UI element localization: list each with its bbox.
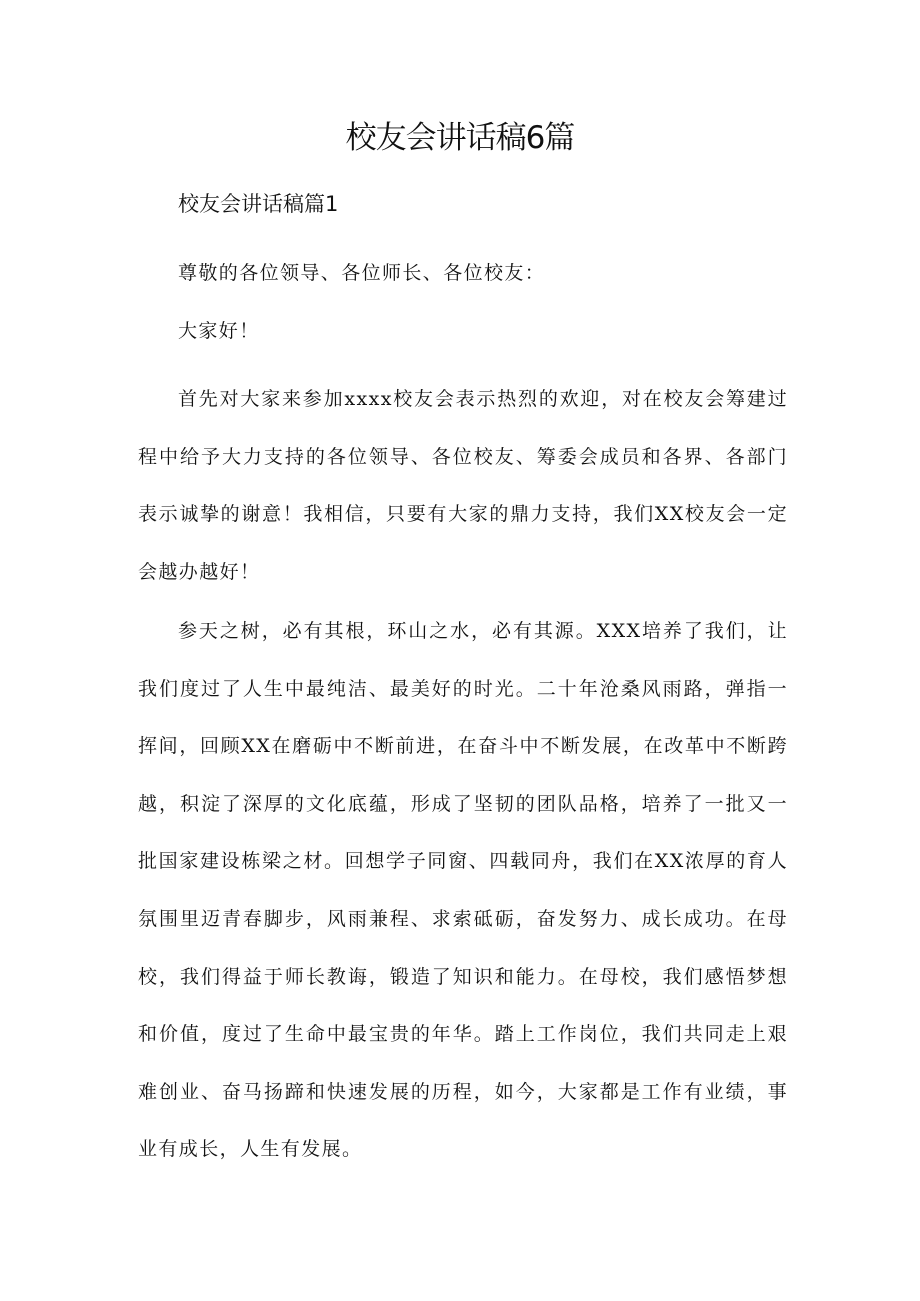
salutation-paragraph: 尊敬的各位领导、各位师长、各位校友：	[178, 262, 546, 284]
reflection-paragraph: 参天之树，必有其根，环山之水，必有其源。XXX培养了我们，让我们度过了人生中最纯洁、最美好的时光。二十年沧桑风雨路，弹指一挥间，回顾XX在磨砺中不断前进，在奋斗中不断发展，在改革中不断跨越，积淀了深厚的文化底蕴，形成了坚韧的团队品格，培养了一批又一批国家建设栋梁之材。回想学子同窗、四载同舟，我们在XX浓厚的育人氛围里迈青春脚步，风雨兼程、求索砥砺，奋发努力、成长成功。在母校，我们得益于师长教诲，锻造了知识和能力。在母校，我们感悟梦想和价值，度过了生命中最宝贵的年华。踏上工作岗位，我们共同走上艰难创业、奋马扬蹄和快速发展的历程，如今，大家都是工作有业绩，事业有成长，人生有发展。	[138, 620, 788, 1161]
document-title: 校友会讲话稿6篇	[345, 120, 575, 156]
section-heading: 校友会讲话稿篇1	[178, 192, 339, 216]
greeting-paragraph: 大家好！	[178, 320, 260, 342]
welcome-paragraph: 首先对大家来参加xxxx校友会表示热烈的欢迎，对在校友会筹建过程中给予大力支持的各位领导、各位校友、筹委会成员和各界、各部门表示诚挚的谢意！我相信，只要有大家的鼎力支持，我们XX校友会一定会越办越好！	[138, 388, 788, 583]
